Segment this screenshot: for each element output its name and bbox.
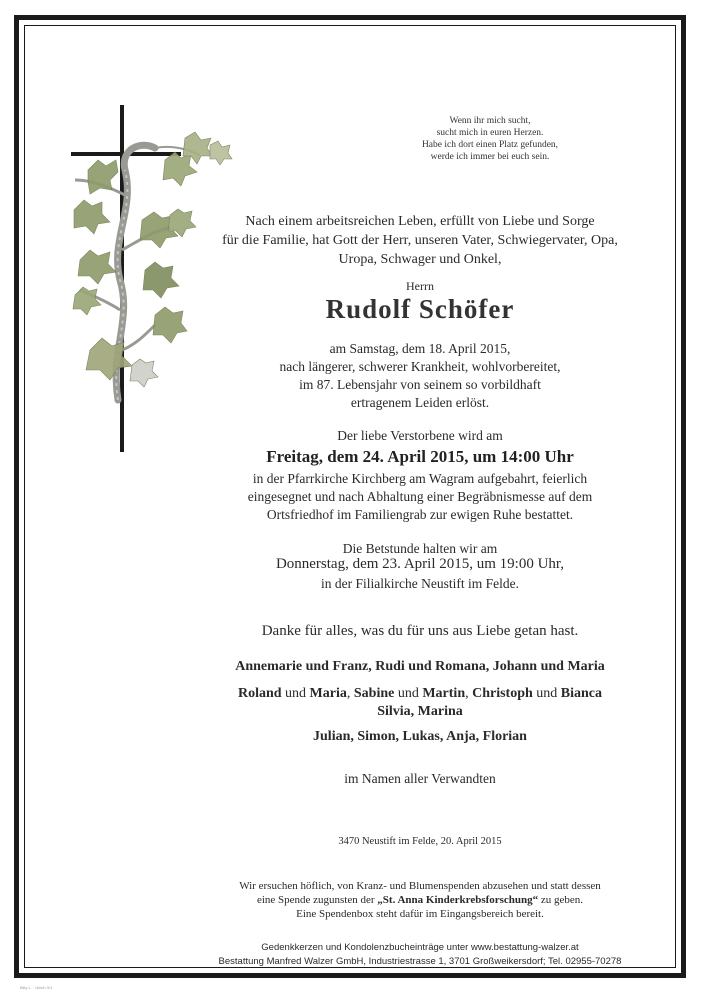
family-line-2b: Silvia, Marina xyxy=(377,704,463,719)
request-text: zu geben. xyxy=(538,894,584,906)
family-line-2 xyxy=(160,685,680,703)
prayer-info-line: Donnerstag, dem 23. April 2015, um 19:00 Uhr, xyxy=(275,556,565,572)
family-connector: und xyxy=(532,686,561,701)
funeral-info-line: Ortsfriedhof im Familiengrab zur ewigen Ruhe bestattet. xyxy=(266,507,574,522)
death-info-line: ertragenem Leiden erlöst. xyxy=(350,395,490,410)
salutation: Herrn xyxy=(406,279,434,293)
family-name: Roland xyxy=(237,686,282,701)
funeral-date: Freitag, dem 24. April 2015, um 14:00 Uhr xyxy=(266,447,574,466)
deceased-name: Rudolf Schöfer xyxy=(325,294,515,324)
death-info-line: am Samstag, dem 18. April 2015, xyxy=(329,341,511,356)
request-line: Eine Spendenbox steht dafür im Eingangsbereich bereit. xyxy=(296,908,544,920)
family-name: Maria xyxy=(309,686,347,701)
print-code: Billy L. · Ulrich 3/1 xyxy=(20,985,53,990)
quote-line: werde ich immer bei euch sein. xyxy=(430,152,550,162)
funeral-intro: Der liebe Verstorbene wird am xyxy=(337,428,503,443)
family-name: Christoph xyxy=(472,686,533,701)
funeral-info-line: eingesegnet und nach Abhaltung einer Begräbnismesse auf dem xyxy=(247,489,593,504)
funeral-info-line: in der Pfarrkirche Kirchberg am Wagram aufgebahrt, feierlich xyxy=(252,471,588,486)
family-connector: , xyxy=(346,686,354,701)
request-line: Wir ersuchen höflich, von Kranz- und Blumenspenden abzusehen und statt dessen xyxy=(239,880,601,892)
quote-line: sucht mich in euren Herzen. xyxy=(436,128,544,138)
quote-line: Habe ich dort einen Platz gefunden, xyxy=(421,140,559,150)
intro-line: für die Familie, hat Gott der Herr, unseren Vater, Schwiegervater, Opa, xyxy=(222,233,618,248)
quote-line: Wenn ihr mich sucht, xyxy=(449,116,531,126)
family-name: Martin xyxy=(422,686,466,701)
relatives-line: im Namen aller Verwandten xyxy=(344,771,496,786)
family-name: Sabine xyxy=(353,686,395,701)
family-connector: , xyxy=(465,686,473,701)
family-name: Bianca xyxy=(560,686,603,701)
request-text: eine Spende zugunsten der xyxy=(256,894,378,906)
prayer-info-line: in der Filialkirche Neustift im Felde. xyxy=(321,576,519,591)
family-connector: und xyxy=(281,686,310,701)
charity-name: „St. Anna Kinderkrebsforschung“ xyxy=(377,894,539,906)
footer-condolence-line: Gedenkkerzen und Kondolenzbucheinträge unter www.bestattung-walzer.at xyxy=(261,942,579,953)
request-line xyxy=(160,893,680,907)
death-info-line: nach längerer, schwerer Krankheit, wohlvorbereitet, xyxy=(279,359,561,374)
prayer-info-line: Die Betstunde halten wir am xyxy=(342,541,498,556)
family-line-1: Annemarie und Franz, Rudi und Romana, Johann und Maria xyxy=(235,659,605,674)
death-info-line: im 87. Lebensjahr von seinem so vorbildhaft xyxy=(299,377,541,392)
thanks-line: Danke für alles, was du für uns aus Liebe getan hast. xyxy=(261,623,579,639)
family-connector: und xyxy=(394,686,423,701)
place-and-date: 3470 Neustift im Felde, 20. April 2015 xyxy=(338,836,502,847)
main-text-column xyxy=(160,0,680,1000)
intro-line: Uropa, Schwager und Onkel, xyxy=(338,252,502,267)
family-line-3: Julian, Simon, Lukas, Anja, Florian xyxy=(313,729,527,744)
intro-line: Nach einem arbeitsreichen Leben, erfüllt von Liebe und Sorge xyxy=(245,214,595,229)
footer-company-line: Bestattung Manfred Walzer GmbH, Industriestrasse 1, 3701 Großweikersdorf; Tel. 02955-70278 xyxy=(218,956,622,967)
